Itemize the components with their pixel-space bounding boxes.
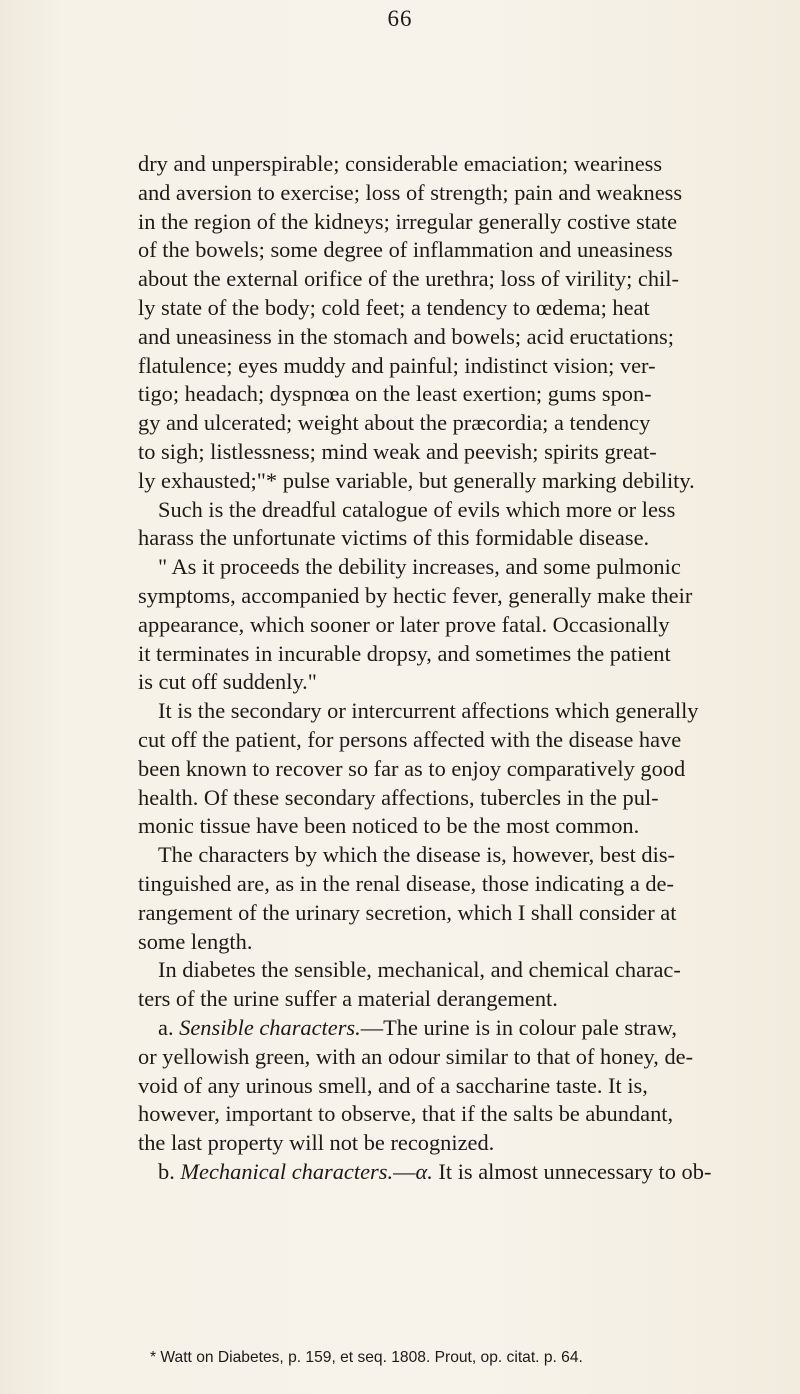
text-line: It is the secondary or intercurrent affections which generally: [158, 698, 699, 724]
body-text: [138, 150, 743, 1187]
text-line: flatulence; eyes muddy and painful; indistinct vision; ver-: [138, 352, 656, 378]
dash: —: [360, 1014, 384, 1040]
label-a: a.: [158, 1014, 174, 1040]
text-fragment: It is almost unnecessary to ob-: [438, 1158, 712, 1184]
text-fragment: The urine is in colour pale straw,: [383, 1014, 678, 1040]
heading-mechanical-characters: Mechanical characters.: [180, 1158, 394, 1184]
text-line: dry and unperspirable; considerable emaciation; weariness: [138, 151, 663, 176]
text-line: The characters by which the disease is, however, best dis-: [158, 842, 676, 868]
text-line: or yellowish green, with an odour similar to that of honey, de-: [138, 1043, 694, 1069]
text-line: and aversion to exercise; loss of strength; pain and weakness: [138, 179, 683, 205]
text-line: harass the unfortunate victims of this formidable disease.: [138, 525, 650, 551]
page-number: 66: [387, 6, 413, 31]
text-line: tinguished are, as in the renal disease, those indicating a de-: [138, 870, 674, 896]
text-line: " As it proceeds the debility increases, and some pulmonic: [158, 554, 681, 580]
text-line: tigo; headach; dyspnœa on the least exertion; gums spon-: [138, 381, 652, 407]
text-line: it terminates in incurable dropsy, and sometimes the patient: [138, 640, 671, 666]
text-line: been known to recover so far as to enjoy comparatively good: [138, 755, 686, 781]
text-line: however, important to observe, that if the salts be abundant,: [138, 1101, 674, 1127]
text-line: gy and ulcerated; weight about the præcordia; a tendency: [138, 410, 651, 436]
text-line: cut off the patient, for persons affected with the disease have: [138, 726, 682, 752]
dash: —: [393, 1158, 416, 1184]
text-line: rangement of the urinary secretion, which I shall consider at: [138, 899, 677, 925]
text-line: to sigh; listlessness; mind weak and peevish; spirits great-: [138, 438, 657, 464]
text-line: In diabetes the sensible, mechanical, and chemical charac-: [158, 957, 681, 983]
text-line: health. Of these secondary affections, tubercles in the pul-: [138, 784, 659, 810]
text-line: some length.: [138, 928, 253, 954]
text-line: of the bowels; some degree of inflammation and uneasiness: [138, 237, 673, 263]
footnote: * Watt on Diabetes, p. 159, et seq. 1808. Prout, op. citat. p. 64.: [150, 1349, 583, 1366]
text-line: monic tissue have been noticed to be the most common.: [138, 813, 640, 839]
text-line: about the external orifice of the urethra; loss of virility; chil-: [138, 266, 679, 292]
sub-label-alpha: α.: [415, 1158, 433, 1184]
text-line: ly exhausted;"* pulse variable, but generally marking debility.: [138, 467, 695, 493]
text-line: void of any urinous smell, and of a saccharine taste. It is,: [138, 1072, 648, 1098]
text-line: Such is the dreadful catalogue of evils which more or less: [158, 496, 676, 522]
text-line: appearance, which sooner or later prove fatal. Occasionally: [138, 611, 670, 637]
text-line: is cut off suddenly.": [138, 669, 317, 695]
text-line: and uneasiness in the stomach and bowels; acid eructations;: [138, 323, 674, 349]
text-line: the last property will not be recognized.: [138, 1130, 495, 1156]
text-line: in the region of the kidneys; irregular generally costive state: [138, 208, 678, 234]
text-line: symptoms, accompanied by hectic fever, generally make their: [138, 582, 693, 608]
text-line: ters of the urine suffer a material derangement.: [138, 986, 558, 1012]
text-line: ly state of the body; cold feet; a tendency to œdema; heat: [138, 294, 650, 320]
label-b: b.: [158, 1158, 175, 1184]
heading-sensible-characters: Sensible characters.: [179, 1014, 361, 1040]
text-line-mechanical: [138, 1158, 743, 1187]
text-line-sensible: [138, 1014, 743, 1043]
